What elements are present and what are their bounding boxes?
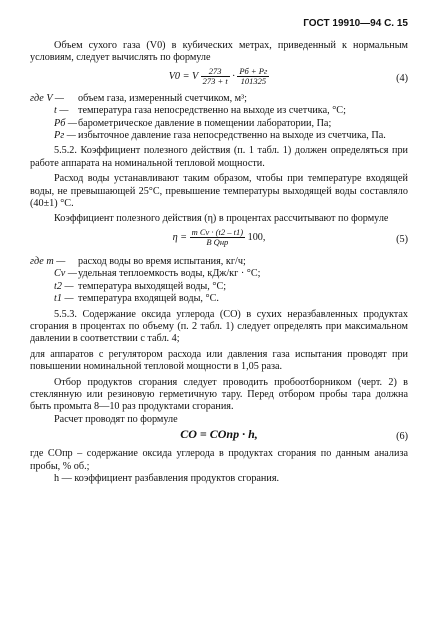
definition-symbol: Cv — [54,268,77,280]
formula-4-number: (4) [396,72,408,84]
definition-text: избыточное давление газа непосредственно на выходе из счетчика, Па. [78,130,386,142]
definition-text: барометрическое давление в помещении лаборатории, Па; [78,117,332,129]
definition-symbol: где m — [30,255,66,267]
definition-row [30,93,408,105]
definition-text: объем газа, измеренный счетчиком, м³; [78,92,248,104]
formula-6 [30,428,408,448]
definition-symbol: t2 — [54,280,74,292]
definition-text: температура газа непосредственно на выходе из счетчика, °С; [78,105,346,117]
document-body [30,40,408,485]
definition-text: удельная теплоемкость воды, кДж/кг · °С; [78,268,261,280]
formula-6-number: (6) [396,431,408,443]
formula-4-frac2-numerator: Pб + Pг [239,65,268,76]
paragraph-calculation: Расчет проводят по формуле [54,413,178,425]
formula-4-definitions [30,93,408,143]
paragraph-regulator: для аппаратов с регулятором расхода или давления газа испытания проводят при повышении номинальной тепловой мощности в 1,05 раза. [30,348,408,373]
paragraph-dry-gas-volume: Объем сухого газа (V0) в кубических метрах, приведенный к нормальным условиям, следует вычислять по формуле [30,40,408,64]
formula-4-fraction-1 [201,67,230,86]
paragraph-h-definition: h — коэффициент разбавления продуктов сгорания. [54,472,280,484]
paragraph-5-5-3: 5.5.3. Содержание оксида углерода (СО) в сухих неразбавленных продуктах сгорания в процентах по объему (п. 2 табл. 1) следует определять при максимальном давлении в соответствии с табл. 4; [30,308,408,345]
definition-text: температура входящей воды, °С. [78,293,219,305]
formula-5-fraction [190,228,245,247]
formula-5-denominator: B Qнр [206,236,229,247]
definition-symbol: где V — [30,92,64,104]
definition-row [30,281,408,293]
definition-row [30,130,408,142]
definition-row [30,293,408,305]
definition-text: температура выходящей воды, °С; [78,280,227,292]
formula-5-lhs: η = [172,231,188,243]
formula-5 [30,228,408,256]
definition-row [30,256,408,268]
definition-symbol: t — [54,105,69,117]
definition-symbol: Pг — [54,130,76,142]
definition-row [30,118,408,130]
formula-5-number: (5) [396,233,408,245]
definition-text: расход воды во время испытания, кг/ч; [78,255,246,267]
formula-4: V0 = V $\frac{273}{273 + t}$ · $\frac{Pб + Pг}{101325}$ (4) [168,65,408,86]
formula-4-frac1-denominator: 273 + t [202,75,228,86]
formula-6-expression: CO = COпр · h, [180,427,258,442]
formula-4-frac1-numerator: 273 [201,67,230,77]
paragraph-sampling: Отбор продуктов сгорания следует проводить пробоотборником (черт. 2) в стеклянную или резиновую герметичную тару. Перед отбором пробы тара должна быть промыта 8—10 раз продуктами сгорания. [30,376,408,413]
formula-4-fraction-2 [237,67,269,86]
definition-row [30,268,408,280]
formula-4-lhs: V0 = V [168,70,199,82]
formula-5-definitions [30,256,408,306]
formula-4-frac2-denominator: 101325 [240,75,267,86]
definition-symbol: t1 — [54,293,74,305]
paragraph-5-5-2: 5.5.2. Коэффициент полезного действия (п. 1 табл. 1) должен определяться при работе аппарата на номинальной тепловой мощности. [30,145,408,169]
definition-symbol: Pб — [54,117,77,129]
paragraph-efficiency: Коэффициент полезного действия (η) в процентах рассчитывают по формуле [54,213,389,225]
page-header: ГОСТ 19910—94 С. 15 [303,18,408,29]
formula-5-multiplier: 100, [247,231,266,243]
formula-5-numerator: m Cv · (t2 – t1) [191,226,244,237]
paragraph-water-flow: Расход воды устанавливают таким образом, чтобы при температуре входящей воды, не превышающей 25°С, превышение температуры выходящей воды составляло (40±1) °С. [30,173,408,210]
paragraph-co-definition: где COпр – содержание оксида углерода в продуктах сгорания по данным анализа пробы, % об.; [30,448,408,472]
definition-row [30,105,408,117]
